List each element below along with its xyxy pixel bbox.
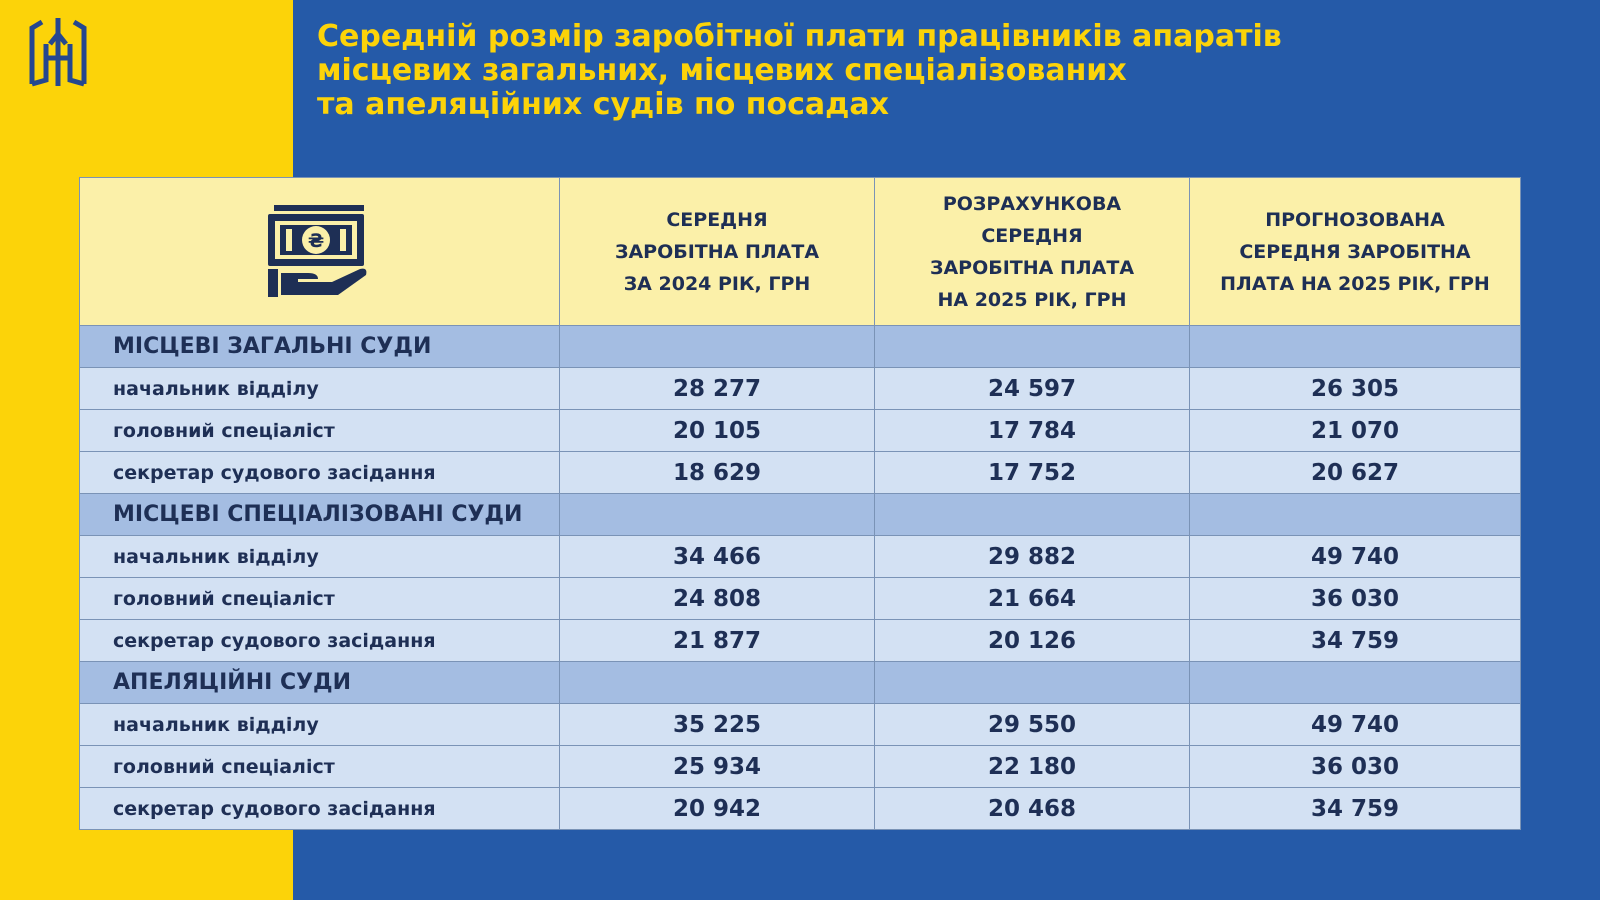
title-line-3: та апеляційних судів по посадах <box>317 87 889 122</box>
group-empty-cell <box>1190 326 1521 368</box>
table-header-row <box>80 178 1521 326</box>
group-label: МІСЦЕВІ ЗАГАЛЬНІ СУДИ <box>80 326 560 368</box>
group-empty-cell <box>875 662 1190 704</box>
group-empty-cell <box>560 494 875 536</box>
table-row <box>80 536 1521 578</box>
group-empty-cell <box>875 326 1190 368</box>
table-row <box>80 620 1521 662</box>
salary-value-cell: 25 934 <box>560 746 875 788</box>
salary-value-cell: 20 942 <box>560 788 875 830</box>
table-row <box>80 704 1521 746</box>
salary-value-cell: 21 070 <box>1190 410 1521 452</box>
position-label: головний спеціаліст <box>80 410 560 452</box>
column-header-2025-forecast-label: ПРОГНОЗОВАНА СЕРЕДНЯ ЗАРОБІТНА ПЛАТА НА 2025 РІК, ГРН <box>1220 208 1490 295</box>
salary-value-cell: 28 277 <box>560 368 875 410</box>
salary-value-cell: 36 030 <box>1190 578 1521 620</box>
group-label: МІСЦЕВІ СПЕЦІАЛІЗОВАНІ СУДИ <box>80 494 560 536</box>
group-label: АПЕЛЯЦІЙНІ СУДИ <box>80 662 560 704</box>
salary-value-cell: 49 740 <box>1190 704 1521 746</box>
group-empty-cell <box>875 494 1190 536</box>
table-row <box>80 746 1521 788</box>
position-label: начальник відділу <box>80 368 560 410</box>
group-empty-cell <box>560 662 875 704</box>
group-empty-cell <box>1190 494 1521 536</box>
table-row <box>80 368 1521 410</box>
position-label: головний спеціаліст <box>80 578 560 620</box>
column-header-2025-estimated <box>875 178 1190 326</box>
position-label: секретар судового засідання <box>80 452 560 494</box>
salary-value-cell: 21 664 <box>875 578 1190 620</box>
money-hand-icon <box>268 205 372 299</box>
salary-value-cell: 26 305 <box>1190 368 1521 410</box>
salary-value-cell: 20 468 <box>875 788 1190 830</box>
salary-value-cell: 17 784 <box>875 410 1190 452</box>
salary-value-cell: 17 752 <box>875 452 1190 494</box>
salary-value-cell: 20 627 <box>1190 452 1521 494</box>
position-label: секретар судового засідання <box>80 788 560 830</box>
salary-value-cell: 24 597 <box>875 368 1190 410</box>
salary-value-cell: 34 759 <box>1190 788 1521 830</box>
table-group-row <box>80 662 1521 704</box>
position-label: начальник відділу <box>80 536 560 578</box>
salary-value-cell: 29 550 <box>875 704 1190 746</box>
salary-value-cell: 22 180 <box>875 746 1190 788</box>
table-row <box>80 788 1521 830</box>
position-label: секретар судового засідання <box>80 620 560 662</box>
salary-value-cell: 21 877 <box>560 620 875 662</box>
position-label: начальник відділу <box>80 704 560 746</box>
salary-value-cell: 34 466 <box>560 536 875 578</box>
salary-value-cell: 18 629 <box>560 452 875 494</box>
column-header-2024 <box>560 178 875 326</box>
salary-value-cell: 36 030 <box>1190 746 1521 788</box>
page-title <box>317 20 1517 122</box>
salary-value-cell: 20 126 <box>875 620 1190 662</box>
group-empty-cell <box>560 326 875 368</box>
salary-value-cell: 24 808 <box>560 578 875 620</box>
table-row <box>80 578 1521 620</box>
table-group-row <box>80 326 1521 368</box>
table-row <box>80 410 1521 452</box>
salary-value-cell: 34 759 <box>1190 620 1521 662</box>
salary-value-cell: 35 225 <box>560 704 875 746</box>
salary-table <box>79 177 1521 830</box>
salary-value-cell: 29 882 <box>875 536 1190 578</box>
position-label: головний спеціаліст <box>80 746 560 788</box>
header-icon-cell <box>80 178 560 326</box>
title-line-1: Середній розмір заробітної плати працівників апаратів <box>317 19 1282 54</box>
svg-text:₴: ₴ <box>307 229 324 252</box>
group-empty-cell <box>1190 662 1521 704</box>
table-row <box>80 452 1521 494</box>
salary-value-cell: 20 105 <box>560 410 875 452</box>
dsa-trident-logo <box>26 14 90 90</box>
title-line-2: місцевих загальних, місцевих спеціалізованих <box>317 53 1127 88</box>
table-group-row <box>80 494 1521 536</box>
salary-value-cell: 49 740 <box>1190 536 1521 578</box>
column-header-2025-forecast <box>1190 178 1521 326</box>
column-header-2025-estimated-label: РОЗРАХУНКОВА СЕРЕДНЯ ЗАРОБІТНА ПЛАТА НА 2025 РІК, ГРН <box>929 192 1135 311</box>
column-header-2024-label: СЕРЕДНЯ ЗАРОБІТНА ПЛАТА ЗА 2024 РІК, ГРН <box>614 208 820 295</box>
